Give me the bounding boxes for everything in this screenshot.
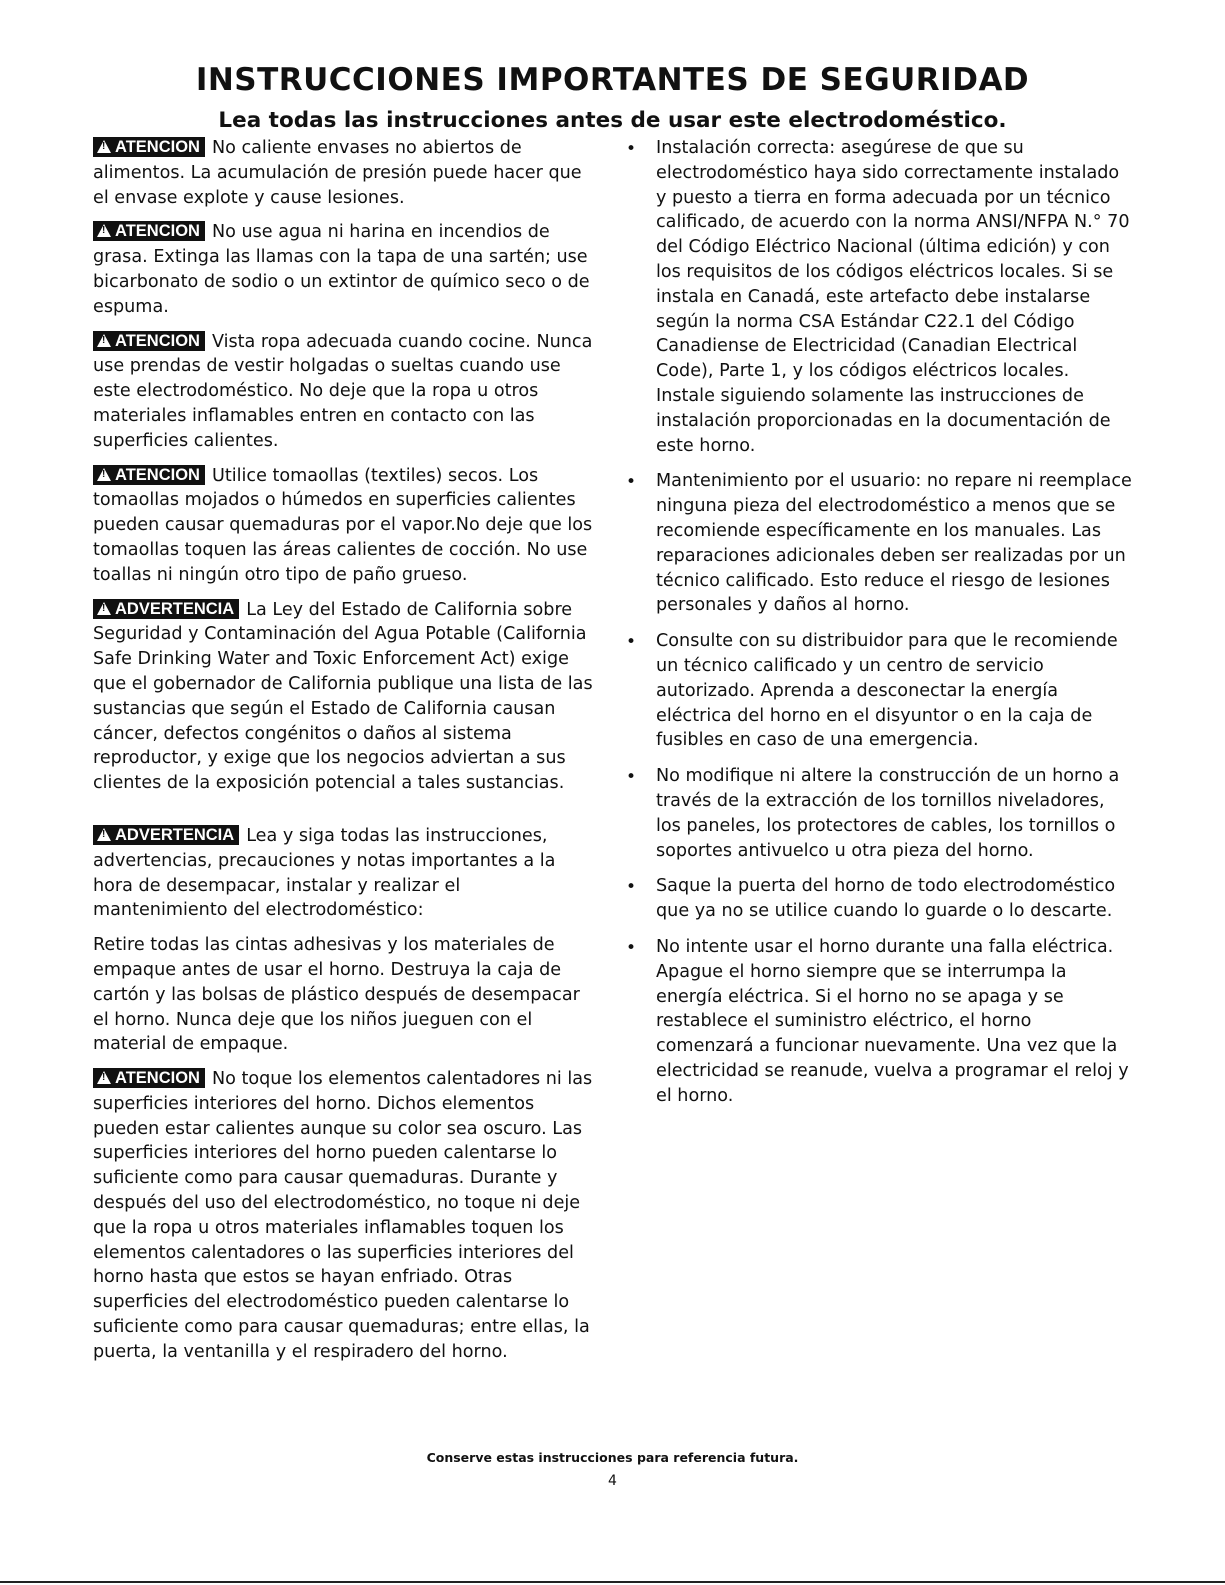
warning-paragraph <box>93 136 593 210</box>
list-item <box>612 764 1132 863</box>
badge-label: ADVERTENCIA <box>115 825 235 844</box>
list-item-text: Mantenimiento por el usuario: no repare ni reemplace ninguna pieza del electrodoméstico a menos que se recomiende específicamente en los manuales. Las reparaciones adicionales deben ser realizadas por un técnico calificado. Esto reduce el riesgo de lesiones personales y daños al horno. <box>656 471 1132 616</box>
warning-triangle-icon <box>97 140 111 153</box>
warning-paragraph <box>93 330 593 454</box>
list-item <box>612 935 1132 1109</box>
warning-paragraph <box>93 220 593 319</box>
warning-triangle-icon <box>97 334 111 347</box>
badge-label: ADVERTENCIA <box>115 599 235 618</box>
badge-label: ATENCION <box>115 222 200 241</box>
paragraph-text: Lea y siga todas las instrucciones, advertencias, precauciones y notas importantes a la hora de desempacar, instalar y realizar el mantenimiento del electrodoméstico: <box>93 825 556 921</box>
caution-badge <box>93 221 205 241</box>
badge-label: ATENCION <box>115 138 200 156</box>
list-item-text: Consulte con su distribuidor para que le recomiende un técnico calificado y un centro de servicio autorizado. Aprenda a desconectar la energía eléctrica del horno en el disyuntor o en la caja de fusibles en caso de una emergencia. <box>656 631 1118 751</box>
caution-badge <box>93 331 205 351</box>
left-column <box>93 136 593 1375</box>
badge-label: ATENCION <box>115 331 200 350</box>
badge-label: ATENCION <box>115 1069 200 1088</box>
warning-triangle-icon <box>97 828 111 841</box>
bottom-divider <box>0 1581 1225 1583</box>
warning-triangle-icon <box>97 1071 111 1084</box>
paragraph-text: No toque los elementos calentadores ni las superficies interiores del horno. Dichos elementos pueden estar calientes aunque su color sea oscuro. Las superficies interiores del horno pueden calentarse lo suficiente como para causar quemaduras. Durante y después del uso del electrodoméstico, no toque ni deje que la ropa u otros materiales inflamables toquen los elementos calentadores o las superficies interiores del horno hasta que estos se hayan enfriado. Otras superficies del electrodoméstico pueden calentarse lo suficiente como para causar quemaduras; entre ellas, la puerta, la ventanilla y el respiradero del horno. <box>93 1069 593 1362</box>
list-item-text: No modifique ni altere la construcción de un horno a través de la extracción de los tornillos niveladores, los paneles, los protectores de cables, los tornillos o soportes antivuelco u otra pieza del horno. <box>656 766 1120 861</box>
bullet-icon: • <box>626 937 637 958</box>
paragraph-text: Vista ropa adecuada cuando cocine. Nunca use prendas de vestir holgadas o sueltas cuando use este electrodoméstico. No deje que la ropa u otros materiales inflamables entren en contacto con las superficies calientes. <box>93 331 593 451</box>
bullet-icon: • <box>626 877 637 898</box>
warning-badge <box>93 825 239 845</box>
warning-triangle-icon <box>97 468 111 481</box>
bullet-icon: • <box>626 472 637 493</box>
caution-badge <box>93 137 205 157</box>
paragraph-text: No use agua ni harina en incendios de grasa. Extinga las llamas con la tapa de una sartén; use bicarbonato de sodio o un extintor de químico seco o de espuma. <box>93 222 590 317</box>
list-item <box>612 469 1132 618</box>
paragraph-text: La Ley del Estado de California sobre Seguridad y Contaminación del Agua Potable (California Safe Drinking Water and Toxic Enforcement Act) exige que el gobernador de California publique una lista de las sustancias que según el Estado de California causan cáncer, defectos congénitos o daños al sistema reproductor, y exige que los negocios adviertan a sus clientes de la exposición potencial a tales sustancias. <box>93 599 593 794</box>
warning-paragraph <box>93 824 593 923</box>
paragraph-text: No caliente envases no abiertos de alimentos. La acumulación de presión puede hacer que el envase explote y cause lesiones. <box>93 138 582 208</box>
caution-badge <box>93 1068 205 1088</box>
page-title: INSTRUCCIONES IMPORTANTES DE SEGURIDAD <box>195 62 1030 98</box>
right-column <box>612 136 1132 1119</box>
list-item-text: Saque la puerta del horno de todo electrodoméstico que ya no se utilice cuando lo guarde o lo descarte. <box>656 876 1116 922</box>
bullet-icon: • <box>626 139 637 159</box>
footer-note: Conserve estas instrucciones para referencia futura. <box>426 1450 799 1465</box>
plain-paragraph <box>93 933 593 1057</box>
warning-triangle-icon <box>97 224 111 237</box>
warning-badge <box>93 599 239 619</box>
list-item <box>612 874 1132 924</box>
list-item <box>612 629 1132 753</box>
badge-label: ATENCION <box>115 465 200 484</box>
warning-paragraph <box>93 598 593 796</box>
caution-badge <box>93 465 205 485</box>
list-item-text: No intente usar el horno durante una falla eléctrica. Apague el horno siempre que se interrumpa la energía eléctrica. Si el horno no se apaga y se restablece el suministro eléctrico, el horno comenzará a funcionar nuevamente. Una vez que la electricidad se reanude, vuelva a programar el reloj y el horno. <box>656 936 1129 1106</box>
bullet-icon: • <box>626 632 637 653</box>
page-number: 4 <box>608 1473 617 1489</box>
list-item-text: Instalación correcta: asegúrese de que su electrodoméstico haya sido correctamente instalado y puesto a tierra en forma adecuada por un técnico calificado, de acuerdo con la norma ANSI/NFPA N.° 70 del Código Eléctrico Nacional (última edición) y con los requisitos de los códigos eléctricos locales. Si se instala en Canadá, este artefacto debe instalarse según la norma CSA Estándar C22.1 del Código Canadiense de Electricidad (Canadian Electrical Code), Parte 1, y los códigos eléctricos locales. Instale siguiendo solamente las instrucciones de instalación proporcionadas en la documentación de este horno. <box>656 138 1130 456</box>
page-subtitle: Lea todas las instrucciones antes de usar este electrodoméstico. <box>218 108 1007 133</box>
bullet-icon: • <box>626 767 637 788</box>
warning-paragraph <box>93 1067 593 1365</box>
warning-triangle-icon <box>97 602 111 615</box>
paragraph-text: Retire todas las cintas adhesivas y los materiales de empaque antes de usar el horno. Destruya la caja de cartón y las bolsas de plástico después de desempacar el horno. Nunca deje que los niños jueguen con el material de empaque. <box>93 935 580 1055</box>
list-item <box>612 136 1132 458</box>
warning-paragraph <box>93 464 593 588</box>
paragraph-text: Utilice tomaollas (textiles) secos. Los tomaollas mojados o húmedos en superficies calientes pueden causar quemaduras por el vapor.No deje que los tomaollas toquen las áreas calientes de cocción. No use toallas ni ningún otro tipo de paño grueso. <box>93 465 593 585</box>
